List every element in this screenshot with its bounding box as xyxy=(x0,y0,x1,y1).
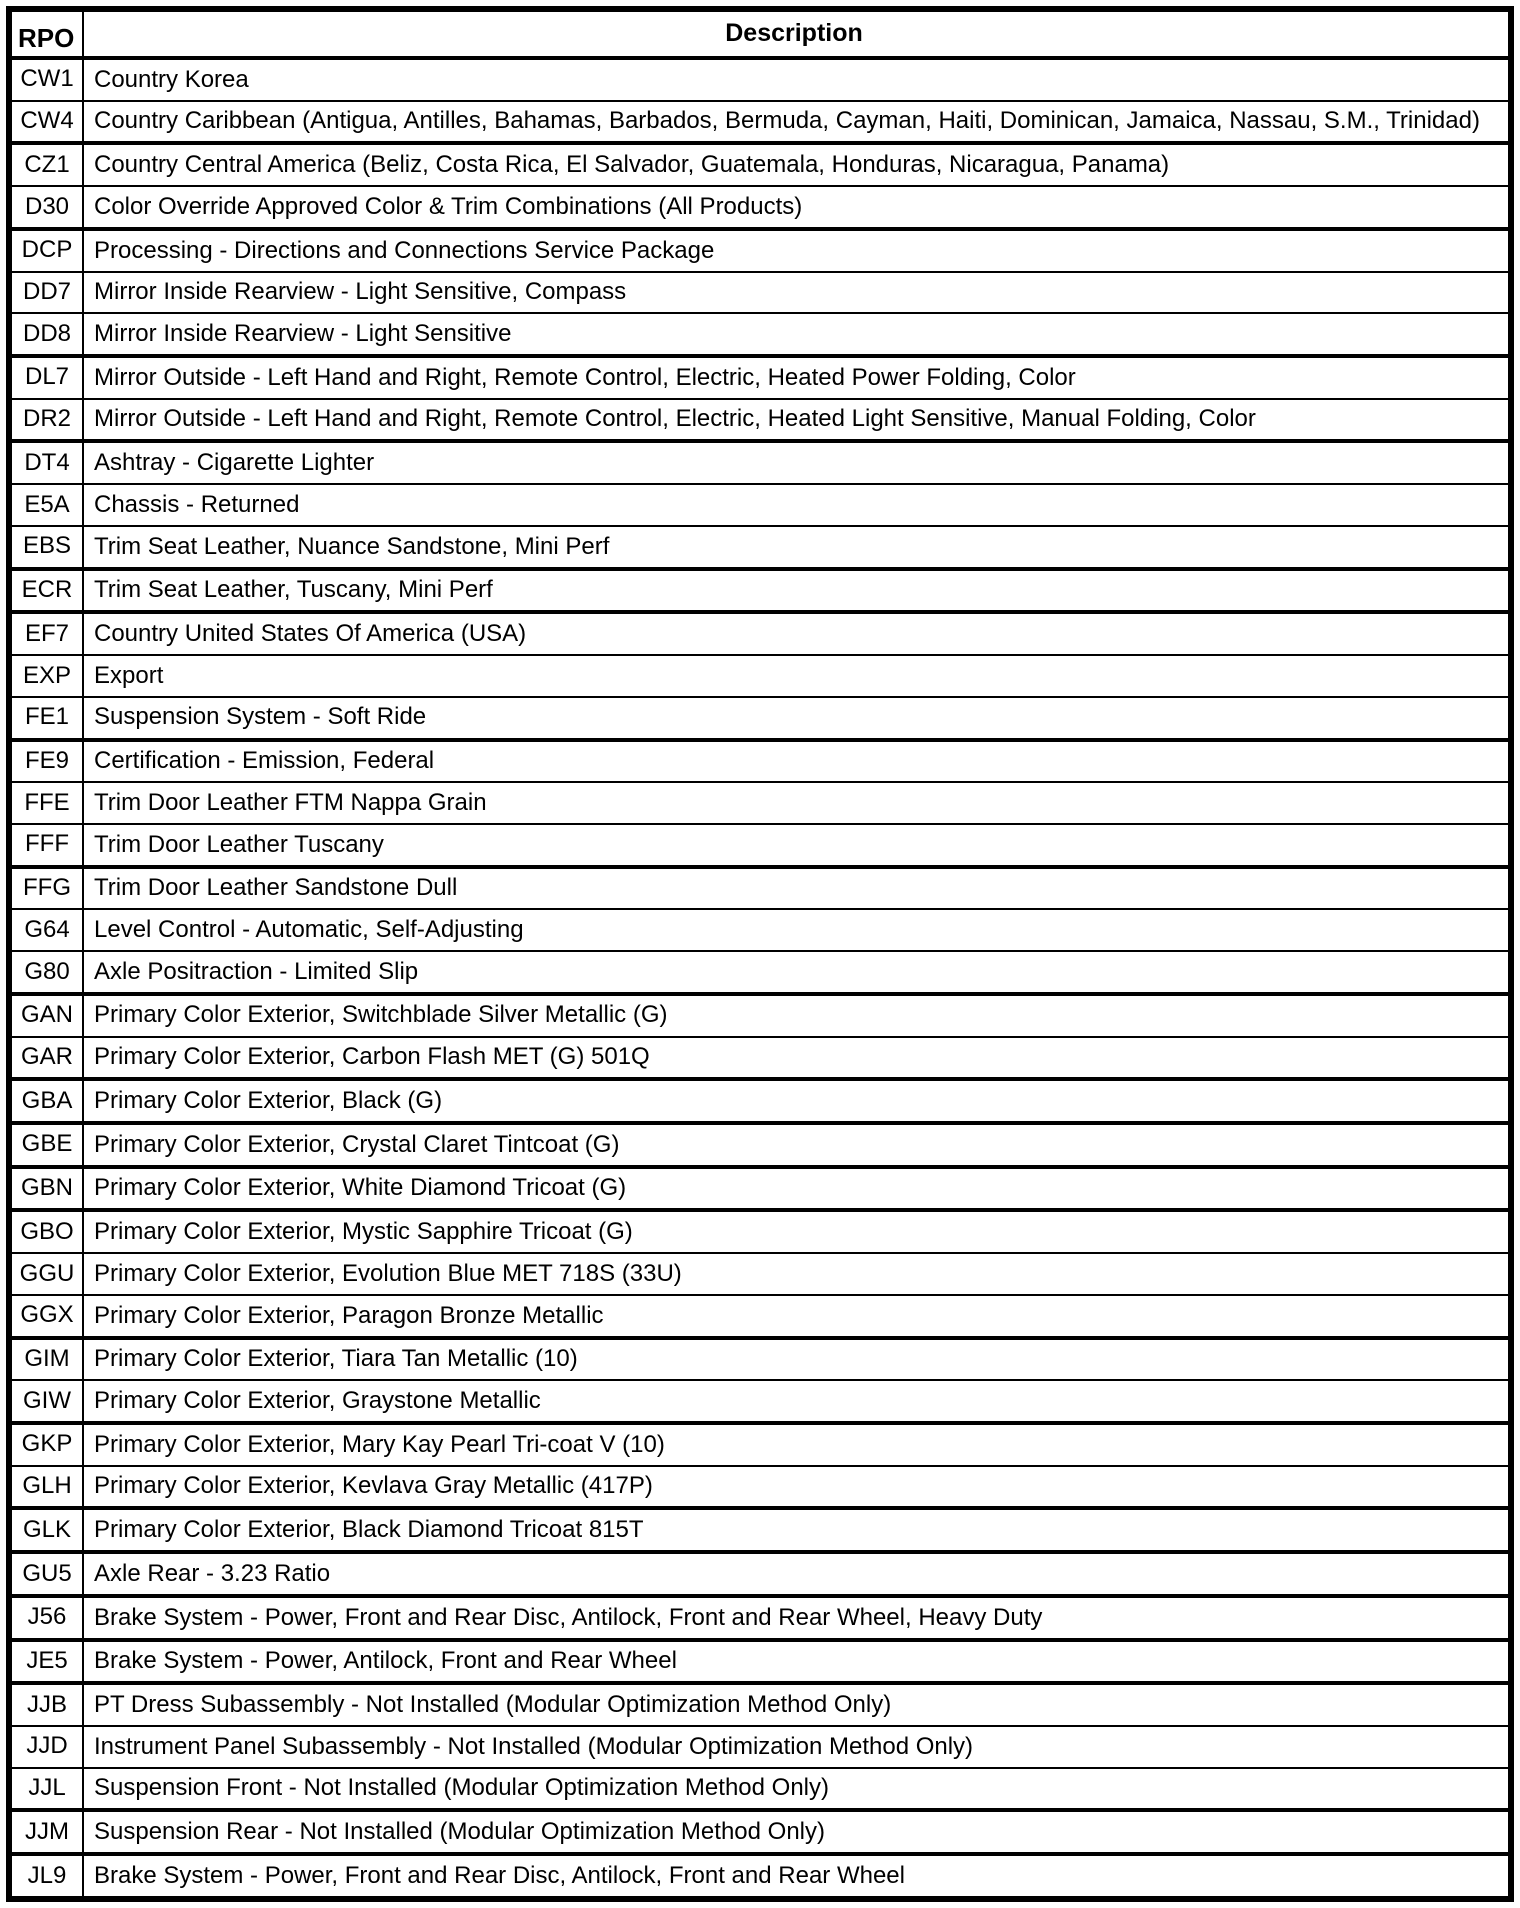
table-row xyxy=(12,1685,1508,1727)
description-cell: Processing - Directions and Connections Service Package xyxy=(94,236,715,264)
rpo-code-cell: GGX xyxy=(12,1296,84,1336)
table-row xyxy=(12,1554,1508,1598)
table-row xyxy=(12,1425,1508,1467)
table-row xyxy=(12,1381,1508,1425)
table-row xyxy=(12,1125,1508,1169)
table-row xyxy=(12,1296,1508,1340)
table-row xyxy=(12,145,1508,187)
description-cell: Brake System - Power, Antilock, Front and Rear Wheel xyxy=(94,1647,677,1675)
rpo-code-cell: JJM xyxy=(12,1812,84,1852)
table-row xyxy=(12,187,1508,231)
rpo-code-cell: J56 xyxy=(12,1598,84,1638)
rpo-code-cell: EXP xyxy=(12,656,84,696)
rpo-code-cell: FFG xyxy=(12,869,84,909)
description-cell: Mirror Inside Rearview - Light Sensitive, Compass xyxy=(94,278,627,306)
table-row xyxy=(12,400,1508,444)
rpo-table xyxy=(6,6,1514,1902)
table-row xyxy=(12,1169,1508,1213)
rpo-code-cell: ECR xyxy=(12,571,84,611)
rpo-code-cell: G80 xyxy=(12,952,84,992)
description-cell: Primary Color Exterior, Mary Kay Pearl Tri-coat V (10) xyxy=(94,1430,665,1458)
table-row xyxy=(12,614,1508,656)
description-cell: Mirror Outside - Left Hand and Right, Remote Control, Electric, Heated Power Folding, Color xyxy=(94,363,1076,391)
description-cell: Primary Color Exterior, Tiara Tan Metallic (10) xyxy=(94,1345,578,1373)
table-row xyxy=(12,656,1508,698)
description-cell: Country Central America (Beliz, Costa Rica, El Salvador, Guatemala, Honduras, Nicaragua, Panama) xyxy=(94,151,1170,179)
description-cell: Ashtray - Cigarette Lighter xyxy=(94,449,375,477)
description-cell: Primary Color Exterior, Carbon Flash MET (G) 501Q xyxy=(94,1043,650,1071)
table-row xyxy=(12,698,1508,742)
table-row xyxy=(12,571,1508,615)
description-cell: Primary Color Exterior, Switchblade Silver Metallic (G) xyxy=(94,1001,668,1029)
description-cell: Primary Color Exterior, Kevlava Gray Metallic (417P) xyxy=(94,1472,653,1500)
table-row xyxy=(12,1081,1508,1125)
table-row xyxy=(12,1467,1508,1511)
rpo-code-cell: CW1 xyxy=(12,60,84,100)
description-cell: Primary Color Exterior, Evolution Blue MET 718S (33U) xyxy=(94,1259,682,1287)
rpo-code-cell: GBN xyxy=(12,1169,84,1209)
description-cell: Chassis - Returned xyxy=(94,490,300,518)
table-row xyxy=(12,910,1508,952)
description-cell: Level Control - Automatic, Self-Adjusting xyxy=(94,916,524,944)
table-row xyxy=(12,231,1508,273)
rpo-code-cell: DT4 xyxy=(12,443,84,483)
description-cell: Brake System - Power, Front and Rear Disc, Antilock, Front and Rear Wheel xyxy=(94,1861,905,1889)
rpo-code-cell: GLH xyxy=(12,1467,84,1507)
table-row xyxy=(12,869,1508,911)
table-row xyxy=(12,1812,1508,1856)
description-cell: Trim Seat Leather, Tuscany, Mini Perf xyxy=(94,576,493,604)
description-cell: Primary Color Exterior, Graystone Metallic xyxy=(94,1386,541,1414)
table-row xyxy=(12,314,1508,358)
description-cell: Primary Color Exterior, Paragon Bronze Metallic xyxy=(94,1301,604,1329)
rpo-code-cell: EBS xyxy=(12,527,84,567)
table-row xyxy=(12,1038,1508,1082)
table-header-row xyxy=(12,12,1508,60)
table-row xyxy=(12,783,1508,825)
table-row xyxy=(12,358,1508,400)
description-cell: Suspension System - Soft Ride xyxy=(94,703,427,731)
description-cell: Primary Color Exterior, Crystal Claret Tintcoat (G) xyxy=(94,1130,620,1158)
description-cell: Country United States Of America (USA) xyxy=(94,620,527,648)
description-cell: Instrument Panel Subassembly - Not Installed (Modular Optimization Method Only) xyxy=(94,1732,974,1760)
table-row xyxy=(12,1510,1508,1554)
rpo-code-cell: JE5 xyxy=(12,1642,84,1682)
rpo-code-cell: JJL xyxy=(12,1769,84,1809)
table-row xyxy=(12,1598,1508,1642)
description-cell: Axle Rear - 3.23 Ratio xyxy=(94,1559,331,1587)
description-cell: Suspension Rear - Not Installed (Modular Optimization Method Only) xyxy=(94,1818,825,1846)
description-cell: Primary Color Exterior, Black (G) xyxy=(94,1086,443,1114)
table-row xyxy=(12,485,1508,527)
rpo-code-cell: CW4 xyxy=(12,102,84,142)
description-cell: Country Caribbean (Antigua, Antilles, Bahamas, Barbados, Bermuda, Cayman, Haiti, Dominican, Jamaica, Nassau, S.M., Trinidad) xyxy=(94,107,1480,135)
rpo-code-cell: DD8 xyxy=(12,314,84,354)
description-cell: Certification - Emission, Federal xyxy=(94,747,435,775)
table-row xyxy=(12,1642,1508,1686)
rpo-code-cell: JJD xyxy=(12,1727,84,1767)
rpo-code-cell: GAR xyxy=(12,1038,84,1078)
rpo-code-cell: GGU xyxy=(12,1254,84,1294)
rpo-code-cell: G64 xyxy=(12,910,84,950)
rpo-code-cell: D30 xyxy=(12,187,84,227)
rpo-code-cell: GLK xyxy=(12,1510,84,1550)
rpo-code-cell: GIM xyxy=(12,1340,84,1380)
description-header-cell: Description xyxy=(725,19,863,48)
table-row xyxy=(12,527,1508,571)
rpo-code-cell: JJB xyxy=(12,1685,84,1725)
rpo-code-cell: E5A xyxy=(12,485,84,525)
table-row xyxy=(12,102,1508,146)
table-row xyxy=(12,742,1508,784)
rpo-code-cell: GBE xyxy=(12,1125,84,1165)
rpo-code-cell: GBA xyxy=(12,1081,84,1121)
table-row xyxy=(12,1856,1508,1896)
description-cell: Trim Door Leather Tuscany xyxy=(94,830,384,858)
description-cell: Axle Positraction - Limited Slip xyxy=(94,957,419,985)
rpo-code-cell: GIW xyxy=(12,1381,84,1421)
description-cell: Primary Color Exterior, White Diamond Tricoat (G) xyxy=(94,1174,627,1202)
rpo-code-cell: DR2 xyxy=(12,400,84,440)
table-row xyxy=(12,60,1508,102)
description-cell: Primary Color Exterior, Black Diamond Tricoat 815T xyxy=(94,1516,644,1544)
rpo-header-cell: RPO xyxy=(12,12,84,56)
rpo-code-cell: GKP xyxy=(12,1425,84,1465)
description-cell: Mirror Inside Rearview - Light Sensitive xyxy=(94,319,512,347)
description-cell: Primary Color Exterior, Mystic Sapphire Tricoat (G) xyxy=(94,1218,633,1246)
description-cell: Mirror Outside - Left Hand and Right, Remote Control, Electric, Heated Light Sensitive, Manual Folding, Color xyxy=(94,405,1256,433)
rpo-code-cell: JL9 xyxy=(12,1856,84,1896)
description-cell: PT Dress Subassembly - Not Installed (Modular Optimization Method Only) xyxy=(94,1690,892,1718)
description-cell: Country Korea xyxy=(94,65,249,93)
description-cell: Color Override Approved Color & Trim Combinations (All Products) xyxy=(94,192,803,220)
table-row xyxy=(12,1254,1508,1296)
description-cell: Suspension Front - Not Installed (Modular Optimization Method Only) xyxy=(94,1774,829,1802)
table-row xyxy=(12,1727,1508,1769)
table-row xyxy=(12,443,1508,485)
table-row xyxy=(12,1212,1508,1254)
table-row xyxy=(12,996,1508,1038)
rpo-code-cell: GU5 xyxy=(12,1554,84,1594)
rpo-code-cell: DCP xyxy=(12,231,84,271)
rpo-code-cell: DD7 xyxy=(12,273,84,313)
description-cell: Trim Seat Leather, Nuance Sandstone, Mini Perf xyxy=(94,532,610,560)
description-cell: Trim Door Leather FTM Nappa Grain xyxy=(94,788,487,816)
rpo-code-cell: EF7 xyxy=(12,614,84,654)
table-row xyxy=(12,1769,1508,1813)
description-cell: Trim Door Leather Sandstone Dull xyxy=(94,874,458,902)
table-row xyxy=(12,952,1508,996)
rpo-code-cell: CZ1 xyxy=(12,145,84,185)
rpo-code-cell: FE9 xyxy=(12,742,84,782)
rpo-code-cell: DL7 xyxy=(12,358,84,398)
rpo-code-cell: FFF xyxy=(12,825,84,865)
rpo-code-cell: GBO xyxy=(12,1212,84,1252)
description-cell: Export xyxy=(94,661,164,689)
description-cell: Brake System - Power, Front and Rear Disc, Antilock, Front and Rear Wheel, Heavy Duty xyxy=(94,1603,1043,1631)
rpo-code-cell: FE1 xyxy=(12,698,84,738)
rpo-code-cell: FFE xyxy=(12,783,84,823)
table-row xyxy=(12,273,1508,315)
table-row xyxy=(12,825,1508,869)
table-row xyxy=(12,1340,1508,1382)
rpo-code-cell: GAN xyxy=(12,996,84,1036)
